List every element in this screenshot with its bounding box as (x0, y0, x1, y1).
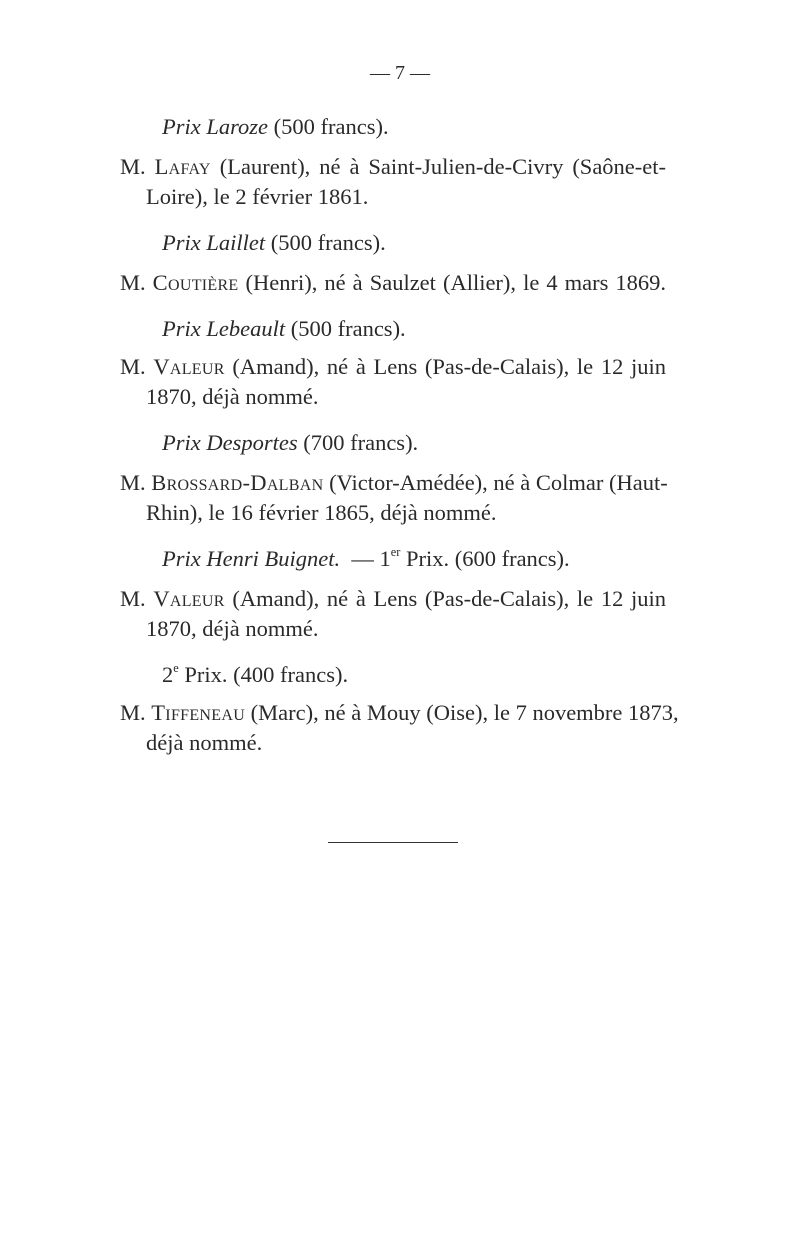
prize-heading-lebeault (162, 314, 406, 344)
entry-prefix: M. (120, 270, 146, 295)
entry-text: (Victor-Amédée), né à Colmar (Haut- (329, 470, 668, 495)
entry-prefix: M. (120, 700, 146, 725)
prize-amount: (500 francs). (270, 230, 386, 255)
prize-name: Prix Laillet (162, 230, 266, 255)
heading-dash: — (351, 546, 374, 571)
entry-line-2: 1870, déjà nommé. (146, 616, 319, 641)
prize-rank: 2e (162, 661, 179, 687)
prize-name: Prix Desportes (162, 430, 298, 455)
page-number: — 7 — (370, 62, 430, 84)
entry-line-2: déjà nommé. (146, 730, 263, 755)
prize-amount: (500 francs). (273, 114, 389, 139)
laureate-surname: Tiffeneau (151, 700, 246, 725)
entry-line-1 (120, 268, 666, 298)
entry-prefix: M. (120, 470, 146, 495)
laureate-entry-coutiere (120, 268, 666, 298)
prize-heading-buignet (162, 544, 570, 574)
entry-line-1 (120, 468, 666, 498)
laureate-entry-valeur-2 (120, 584, 666, 644)
entry-line-1 (120, 698, 679, 728)
entry-line-1 (120, 352, 666, 382)
prize-amount: (500 francs). (290, 316, 406, 341)
entry-line-2: 1870, déjà nommé. (146, 384, 319, 409)
laureate-surname: Lafay (154, 154, 211, 179)
entry-line-2: Loire), le 2 février 1861. (146, 184, 369, 209)
prize-name: Prix Laroze (162, 114, 269, 139)
laureate-surname: Valeur (153, 586, 225, 611)
prize-name: Prix Lebeault (162, 316, 286, 341)
entry-text: (Laurent), né à Saint-Julien-de-Civry (Saône-et- (219, 154, 667, 179)
laureate-entry-tiffeneau (120, 698, 679, 758)
entry-text: (Marc), né à Mouy (Oise), le 7 novembre 1873, (250, 700, 679, 725)
laureate-surname: Brossard-Dalban (151, 470, 324, 495)
entry-prefix: M. (120, 354, 146, 379)
laureate-entry-lafay (120, 152, 666, 212)
laureate-surname: Coutière (152, 270, 239, 295)
prize-heading-laroze (162, 112, 389, 142)
laureate-entry-valeur-1 (120, 352, 666, 412)
prize-amount: Prix. (600 francs). (405, 546, 570, 571)
prize-amount: (700 francs). (303, 430, 419, 455)
prize-heading-laillet (162, 228, 386, 258)
prize-heading-desportes (162, 428, 418, 458)
closing-rule (328, 842, 458, 843)
entry-text: (Henri), né à Saulzet (Allier), le 4 mars 1869. (245, 270, 667, 295)
prize-rank: 1er (379, 545, 401, 571)
entry-prefix: M. (120, 154, 146, 179)
laureate-entry-brossard-dalban (120, 468, 666, 528)
entry-prefix: M. (120, 586, 146, 611)
laureate-surname: Valeur (153, 354, 225, 379)
prize-name: Prix Henri Buignet. (162, 546, 341, 571)
entry-line-1 (120, 584, 666, 614)
entry-text: (Amand), né à Lens (Pas-de-Calais), le 12 juin (232, 586, 667, 611)
prize-heading-second (162, 660, 348, 690)
entry-text: (Amand), né à Lens (Pas-de-Calais), le 12 juin (232, 354, 667, 379)
entry-line-1 (120, 152, 666, 182)
prize-amount: Prix. (400 francs). (184, 662, 349, 687)
entry-line-2: Rhin), le 16 février 1865, déjà nommé. (146, 500, 497, 525)
